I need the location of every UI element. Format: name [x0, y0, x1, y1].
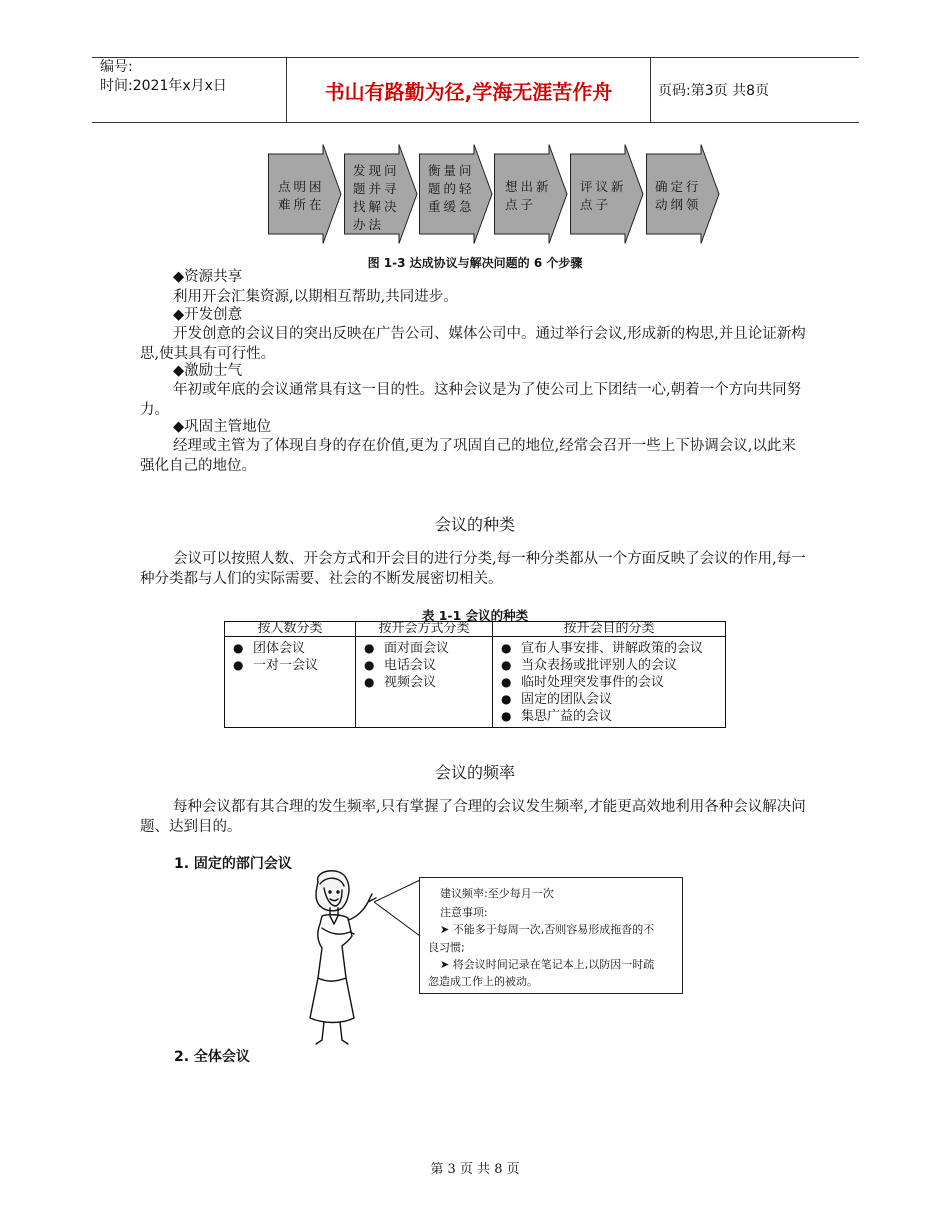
table-header-row: [225, 622, 726, 637]
flow-step-label: 评议新点子: [580, 179, 627, 212]
purpose-body: 利用开会汇集资源,以期相互帮助,共同进步。: [173, 289, 458, 305]
callout-line: 忽造成工作上的被动。: [428, 975, 538, 988]
purpose-body: 开发创意的会议目的突出反映在广告公司、媒体公司中。通过举行会议,形成新的构思,并且论证新构思,使其具有可行性。: [140, 326, 806, 362]
list-item: ● 视频会议: [364, 674, 486, 691]
flow-step-3: [419, 144, 502, 244]
flow-step-6: [646, 144, 729, 244]
header-page-number: 页码:第3页 共8页: [658, 83, 769, 99]
list-item: ● 当众表扬或批评别人的会议: [501, 657, 719, 674]
list-item: ● 集思广益的会议: [501, 708, 719, 725]
figure-caption: 图 1-3 达成协议与解决问题的 6 个步骤: [367, 256, 583, 270]
frequency-callout-box: [419, 877, 683, 994]
table-header-cell: 按人数分类: [225, 622, 356, 637]
table-caption: 表 1-1 会议的种类: [421, 608, 529, 623]
purpose-body: 年初或年底的会议通常具有这一目的性。这种会议是为了使公司上下团结一心,朝着一个方向共同努力。: [140, 382, 802, 418]
flow-step-4: [494, 144, 577, 244]
page-footer: 第 3 页 共 8 页: [430, 1162, 520, 1177]
purpose-heading: ◆激励士气: [173, 363, 243, 379]
meeting-kinds-table: [224, 621, 726, 728]
section-title-frequency: 会议的频率: [434, 763, 515, 782]
flow-step-label: 发现问题并寻找解决办法: [353, 163, 400, 232]
callout-line: ➤ 不能多于每周一次,否则容易形成拖沓的不: [440, 923, 655, 936]
header-time: 时间:2021年x月x日: [100, 78, 227, 94]
list-item: ● 临时处理突发事件的会议: [501, 674, 719, 691]
header-motto: 书山有路勤为径,学海无涯苦作舟: [286, 58, 651, 122]
header-number: 编号:: [100, 59, 133, 75]
table-cell: [225, 637, 356, 728]
callout-line: ➤ 将会议时间记录在笔记本上,以防因一时疏: [440, 958, 655, 971]
purpose-body: 经理或主管为了体现自身的存在价值,更为了巩固自己的地位,经常会召开一些上下协调会议,以此来强化自己的地位。: [140, 438, 796, 474]
list-item: ● 电话会议: [364, 657, 486, 674]
callout-line: 良习惯;: [428, 941, 465, 954]
table-cell: [493, 637, 726, 728]
header-info: [100, 58, 227, 96]
flow-step-label: 衡量问题的轻重缓急: [428, 163, 475, 214]
list-item: ● 团体会议: [233, 640, 349, 657]
list-item: ● 固定的团队会议: [501, 691, 719, 708]
list-item: ● 一对一会议: [233, 657, 349, 674]
kinds-intro: 会议可以按照人数、开会方式和开会目的进行分类,每一种分类都从一个方面反映了会议的作用,每一种分类都与人们的实际需要、社会的不断发展密切相关。: [140, 551, 806, 587]
section-title-kinds: 会议的种类: [434, 515, 515, 534]
header-bottom-rule: [92, 122, 859, 123]
purpose-heading: ◆巩固主管地位: [173, 419, 272, 435]
table-cell: [356, 637, 493, 728]
callout-line: 注意事项:: [440, 906, 488, 919]
callout-line: 建议频率:至少每月一次: [440, 887, 554, 900]
subsection-title: 1. 固定的部门会议: [174, 856, 292, 872]
flow-step-5: [570, 144, 653, 244]
table-header-cell: 按开会目的分类: [493, 622, 726, 637]
flow-step-label: 想出新点子: [505, 179, 552, 212]
flow-step-2: [344, 144, 427, 244]
flow-step-label: 点明困难所在: [278, 179, 325, 212]
purpose-heading: ◆资源共享: [173, 269, 243, 285]
callout-pointer-lines: [370, 880, 422, 940]
list-item: ● 面对面会议: [364, 640, 486, 657]
subsection-title: 2. 全体会议: [174, 1049, 250, 1065]
flow-step-label: 确定行动纲领: [655, 179, 702, 212]
table-row: [225, 637, 726, 728]
frequency-intro: 每种会议都有其合理的发生频率,只有掌握了合理的会议发生频率,才能更高效地利用各种会议解决问题、达到目的。: [140, 799, 806, 835]
list-item: ● 宣布人事安排、讲解政策的会议: [501, 640, 719, 657]
flow-step-1: [268, 144, 351, 244]
table-header-cell: 按开会方式分类: [356, 622, 493, 637]
purpose-heading: ◆开发创意: [173, 307, 243, 323]
